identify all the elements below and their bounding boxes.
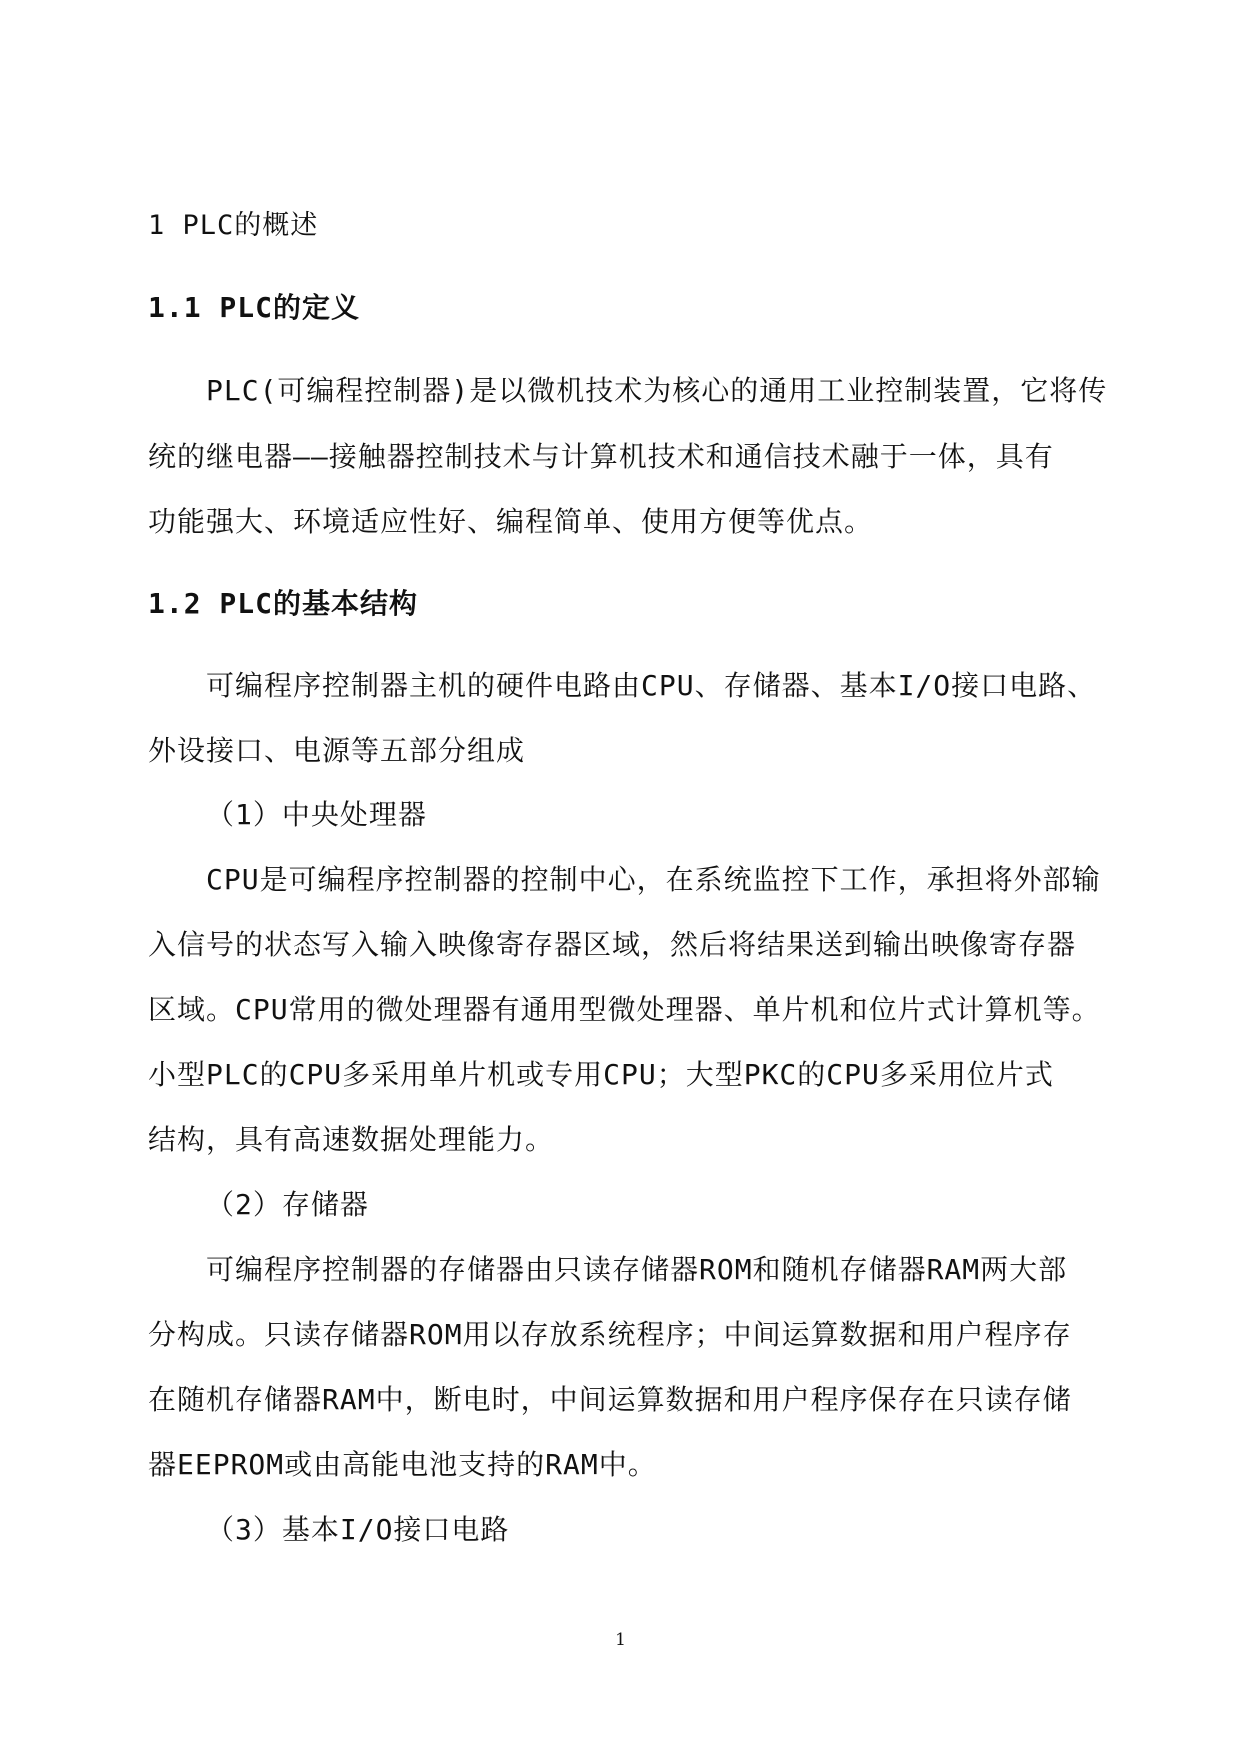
para-cpu-line-3: 区域。CPU常用的微处理器有通用型微处理器、单片机和位片式计算机等。 <box>148 993 1101 1026</box>
heading-section-structure: 1.2 PLC的基本结构 <box>148 587 419 620</box>
para-cpu-line-4: 小型PLC的CPU多采用单片机或专用CPU；大型PKC的CPU多采用位片式 <box>148 1058 1054 1091</box>
page-number: 1 <box>615 1630 626 1650</box>
para-structure-line-1: 可编程序控制器主机的硬件电路由CPU、存储器、基本I/O接口电路、 <box>206 669 1097 702</box>
para-structure-line-2: 外设接口、电源等五部分组成 <box>148 734 526 767</box>
para-definition-line-3: 功能强大、环境适应性好、编程简单、使用方便等优点。 <box>148 505 874 538</box>
para-memory-line-4: 器EEPROM或由高能电池支持的RAM中。 <box>148 1448 657 1481</box>
heading-chapter: 1 PLC的概述 <box>148 210 319 241</box>
item-memory-title: （2）存储器 <box>206 1188 369 1221</box>
para-cpu-line-2: 入信号的状态写入输入映像寄存器区域，然后将结果送到输出映像寄存器 <box>148 928 1077 961</box>
item-io-title: （3）基本I/O接口电路 <box>206 1513 510 1546</box>
para-memory-line-3: 在随机存储器RAM中，断电时，中间运算数据和用户程序保存在只读存储 <box>148 1383 1072 1416</box>
para-cpu-line-5: 结构，具有高速数据处理能力。 <box>148 1123 555 1156</box>
heading-section-definition: 1.1 PLC的定义 <box>148 291 361 324</box>
para-memory-line-1: 可编程序控制器的存储器由只读存储器ROM和随机存储器RAM两大部 <box>206 1253 1068 1286</box>
para-cpu-line-1: CPU是可编程序控制器的控制中心，在系统监控下工作，承担将外部输 <box>206 863 1101 896</box>
item-cpu-title: （1）中央处理器 <box>206 798 427 831</box>
para-definition-line-2: 统的继电器——接触器控制技术与计算机技术和通信技术融于一体，具有 <box>148 440 1054 473</box>
para-definition-line-1: PLC(可编程控制器)是以微机技术为核心的通用工业控制装置，它将传 <box>206 374 1108 407</box>
para-memory-line-2: 分构成。只读存储器ROM用以存放系统程序；中间运算数据和用户程序存 <box>148 1318 1072 1351</box>
